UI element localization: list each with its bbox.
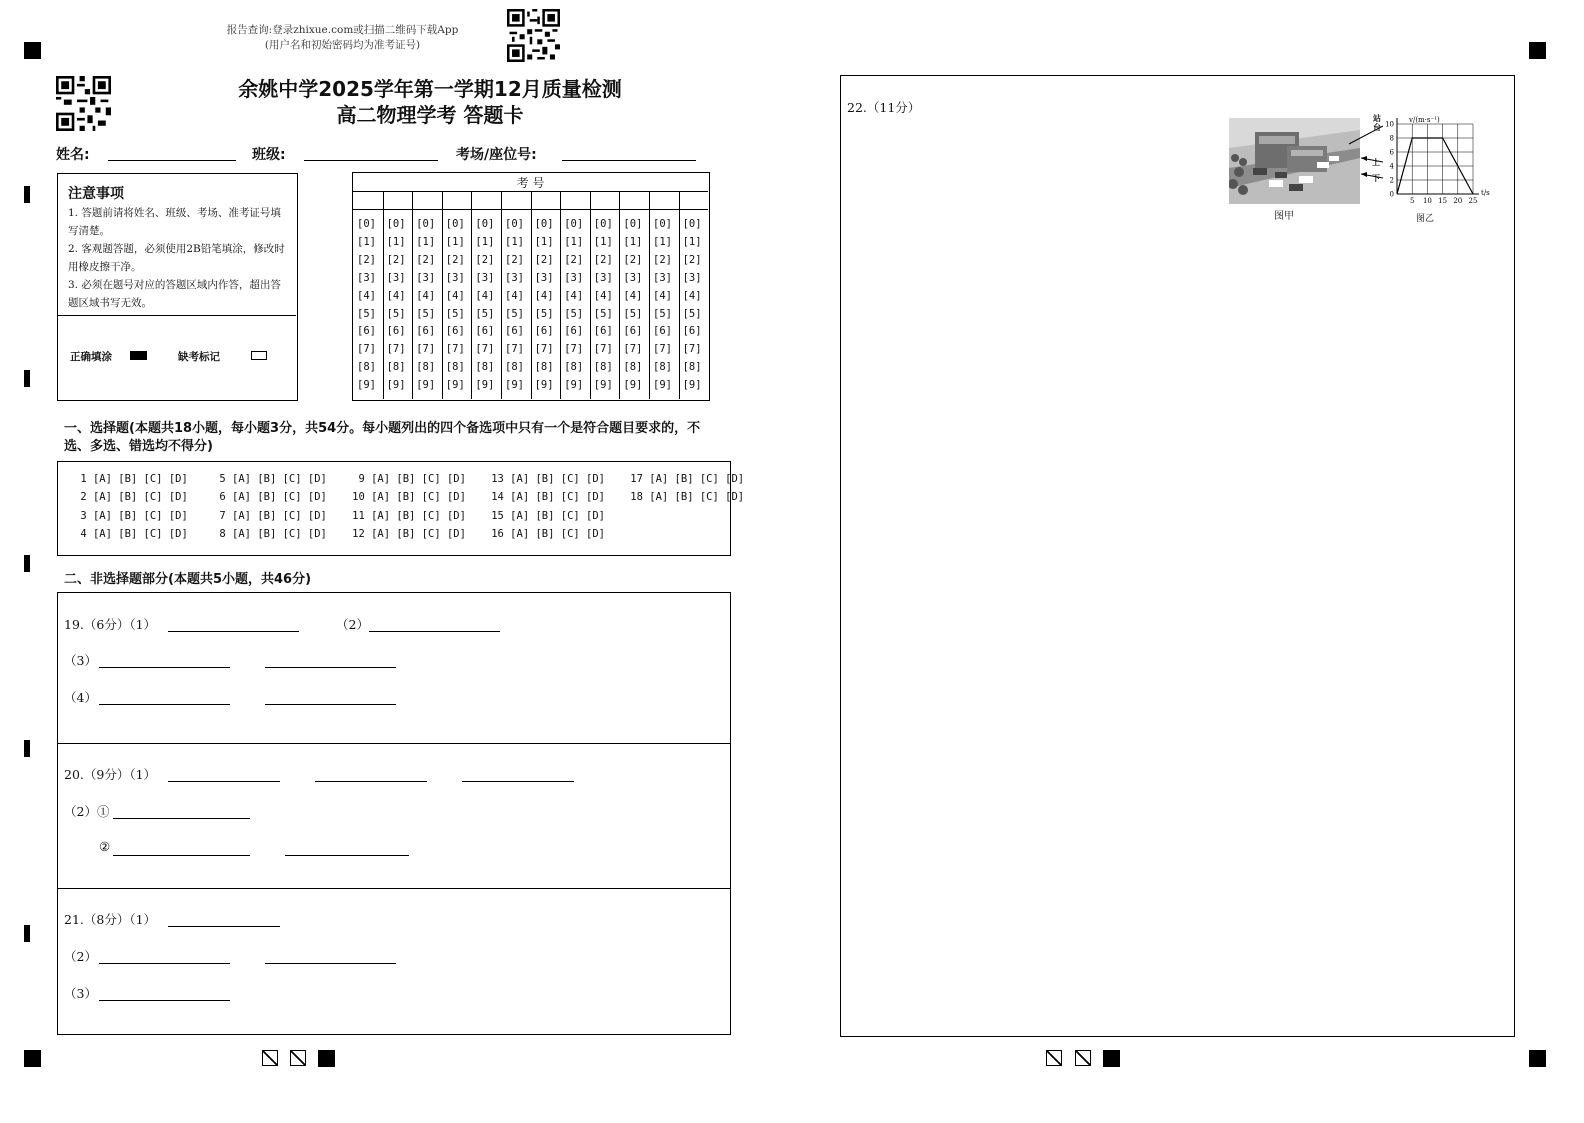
exam-digit-bubble[interactable]: [7]: [386, 343, 406, 356]
exam-digit-bubble[interactable]: [2]: [623, 253, 643, 266]
exam-digit-bubble[interactable]: [1]: [653, 235, 672, 248]
exam-digit-bubble[interactable]: [3]: [593, 271, 613, 284]
exam-digit-bubble[interactable]: [9]: [623, 379, 643, 392]
name-label: 姓名:: [56, 147, 90, 163]
exam-digit-bubble[interactable]: [0]: [653, 218, 672, 230]
exam-column-divider: [501, 209, 502, 399]
exam-digit-bubble[interactable]: [9]: [653, 379, 672, 392]
timing-bar: [24, 740, 30, 757]
exam-digit-bubble[interactable]: [9]: [534, 379, 554, 392]
exam-digit-bubble[interactable]: [4]: [593, 289, 613, 302]
exam-digit-bubble[interactable]: [5]: [623, 307, 643, 320]
title-line1: 余姚中学2025学年第一学期12月质量检测: [238, 77, 622, 101]
exam-digit-bubble[interactable]: [4]: [682, 289, 702, 302]
exam-digit-bubble[interactable]: [4]: [386, 289, 406, 302]
q19-answer-3a[interactable]: [99, 667, 230, 668]
q21-answer-2b[interactable]: [265, 963, 396, 964]
footer-box-2: [290, 1050, 306, 1066]
chart-x-tick-label: 15: [1438, 197, 1448, 205]
exam-digit-bubble[interactable]: [0]: [623, 218, 643, 230]
corner-mark-br: [1529, 1050, 1546, 1067]
exam-digit-bubble[interactable]: [0]: [416, 218, 436, 230]
notice-item-2: 2. 客观题答题，必须使用2B铅笔填涂，修改时用橡皮擦干净。: [68, 243, 285, 273]
figure-a-label: 图甲: [1274, 211, 1294, 222]
exam-digit-bubble[interactable]: [6]: [682, 325, 702, 338]
exam-digit-bubble[interactable]: [6]: [386, 325, 406, 338]
section2-title: 二、非选择题部分(本题共5小题，共46分): [64, 572, 312, 587]
class-field[interactable]: [304, 160, 438, 161]
exam-digit-bubble[interactable]: [9]: [505, 379, 524, 392]
exam-digit-bubble[interactable]: [5]: [505, 307, 524, 320]
q21-answer-1[interactable]: [168, 926, 280, 927]
exam-digit-bubble[interactable]: [9]: [682, 379, 702, 392]
exam-column-divider: [619, 191, 620, 209]
exam-digit-bubble[interactable]: [0]: [445, 218, 465, 230]
exam-digit-bubble[interactable]: [8]: [593, 361, 613, 374]
exam-digit-bubble[interactable]: [3]: [564, 271, 584, 284]
q20-box: [57, 743, 731, 889]
exam-digit-bubble[interactable]: [0]: [593, 218, 613, 230]
mc-answer-box: [57, 461, 745, 556]
q20-answer-2c[interactable]: [285, 855, 409, 856]
chart-y-tick-label: 4: [1389, 162, 1394, 171]
exam-digit-bubble[interactable]: [2]: [534, 253, 554, 266]
corner-mark-tr: [1529, 42, 1546, 59]
name-field[interactable]: [108, 160, 236, 161]
exam-digit-bubble[interactable]: [8]: [505, 361, 524, 374]
q19-part2: （2）: [336, 617, 369, 632]
exam-digit-bubble[interactable]: [8]: [653, 361, 672, 374]
exam-digit-bubble[interactable]: [9]: [445, 379, 465, 392]
exam-digit-bubble[interactable]: [3]: [357, 271, 376, 284]
q19-part3: （3）: [64, 653, 97, 668]
exam-digit-bubble[interactable]: [5]: [682, 307, 702, 320]
exam-digit-bubble[interactable]: [7]: [505, 343, 524, 356]
exam-digit-bubble[interactable]: [7]: [534, 343, 554, 356]
exam-digit-bubble[interactable]: [1]: [505, 235, 524, 248]
exam-digit-bubble[interactable]: [3]: [534, 271, 554, 284]
exam-digit-bubble[interactable]: [2]: [593, 253, 613, 266]
exam-number-header: 考 号: [516, 176, 545, 190]
notice-title: 注意事项: [68, 186, 124, 202]
q19-answer-2[interactable]: [369, 631, 500, 632]
chart-xlabel: t/s: [1481, 189, 1490, 197]
chart-y-tick-label: 8: [1389, 134, 1394, 143]
figure-b-chart: [1379, 114, 1491, 214]
exam-digit-bubble[interactable]: [5]: [475, 307, 495, 320]
qr-code-left: [56, 76, 111, 131]
exam-digit-bubble[interactable]: [4]: [653, 289, 672, 302]
correct-fill-sample: [130, 351, 147, 360]
exam-digit-bubble[interactable]: [7]: [475, 343, 495, 356]
exam-digit-bubble[interactable]: [6]: [505, 325, 524, 338]
seat-label: 考场/座位号:: [456, 147, 537, 163]
exam-digit-bubble[interactable]: [7]: [623, 343, 643, 356]
exam-digit-bubble[interactable]: [6]: [416, 325, 436, 338]
q20-part2: （2）①: [64, 804, 110, 819]
exam-digit-bubble[interactable]: [0]: [386, 218, 406, 230]
title-line2: 高二物理学考 答题卡: [336, 103, 524, 127]
exam-digit-bubble[interactable]: [5]: [593, 307, 613, 320]
exam-digit-bubble[interactable]: [3]: [475, 271, 495, 284]
exam-digit-bubble[interactable]: [4]: [534, 289, 554, 302]
timing-bar: [24, 555, 30, 572]
exam-digit-bubble[interactable]: [6]: [445, 325, 465, 338]
class-label: 班级:: [252, 147, 286, 163]
footer-box-4: [1075, 1050, 1091, 1066]
mc-row-3[interactable]: 3 [A] [B] [C] [D] 7 [A] [B] [C] [D] 11 [A] [B] [C] [D] 15 [A] [B] [C] [D]: [74, 510, 606, 522]
figure-a-side-label-2: 上: [1372, 158, 1380, 167]
q20-head: 20.（9分）（1）: [64, 767, 157, 782]
exam-digit-bubble[interactable]: [4]: [623, 289, 643, 302]
exam-digit-bubble[interactable]: [5]: [653, 307, 672, 320]
chart-x-tick-label: 20: [1453, 197, 1463, 205]
exam-digit-bubble[interactable]: [1]: [416, 235, 436, 248]
q22-box[interactable]: [840, 75, 1515, 1037]
q20-answer-2a[interactable]: [113, 818, 250, 819]
exam-digit-bubble[interactable]: [6]: [623, 325, 643, 338]
q21-part2: （2）: [64, 949, 97, 964]
exam-column-divider: [412, 191, 413, 209]
exam-digit-bubble[interactable]: [2]: [416, 253, 436, 266]
exam-digit-bubble[interactable]: [7]: [593, 343, 613, 356]
corner-mark-tl: [24, 42, 41, 59]
exam-digit-bubble[interactable]: [2]: [357, 253, 376, 266]
q19-answer-4a[interactable]: [99, 704, 230, 705]
exam-digit-bubble[interactable]: [2]: [445, 253, 465, 266]
exam-digit-bubble[interactable]: [6]: [564, 325, 584, 338]
exam-digit-bubble[interactable]: [8]: [386, 361, 406, 374]
exam-digit-bubble[interactable]: [8]: [416, 361, 436, 374]
q19-part4: （4）: [64, 690, 97, 705]
exam-column-divider: [531, 209, 532, 399]
exam-digit-bubble[interactable]: [3]: [623, 271, 643, 284]
exam-digit-bubble[interactable]: [0]: [475, 218, 495, 230]
chart-y-tick-label: 10: [1385, 120, 1394, 129]
q20-answer-1c[interactable]: [462, 781, 574, 782]
exam-digit-bubble[interactable]: [3]: [682, 271, 702, 284]
exam-digit-bubble[interactable]: [5]: [564, 307, 584, 320]
exam-digit-bubble[interactable]: [5]: [416, 307, 436, 320]
report-note-line2: (用户名和初始密码均为准考证号): [264, 39, 421, 51]
exam-column-divider: [560, 191, 561, 209]
exam-digit-bubble[interactable]: [6]: [357, 325, 376, 338]
exam-column-divider: [442, 209, 443, 399]
q21-box: [57, 888, 731, 1035]
absent-label: 缺考标记: [178, 351, 220, 363]
exam-column-divider: [471, 191, 472, 209]
figure-a-side-label-3: 下: [1372, 174, 1380, 183]
timing-bar: [24, 925, 30, 942]
chart-x-tick-label: 10: [1422, 197, 1432, 205]
exam-digit-bubble[interactable]: [9]: [416, 379, 436, 392]
exam-digit-bubble[interactable]: [7]: [653, 343, 672, 356]
exam-column-divider: [531, 191, 532, 209]
q20-answer-1a[interactable]: [168, 781, 280, 782]
section1-title: 一、选择题(本题共18小题，每小题3分，共54分。每小题列出的四个备选项中只有一个是符合题目要求的，不选、多选、错选均不得分): [64, 421, 701, 454]
q20-part2b: ②: [99, 839, 111, 854]
chart-y-tick-label: 0: [1389, 190, 1394, 199]
exam-digit-bubble[interactable]: [3]: [445, 271, 465, 284]
exam-column-divider: [471, 209, 472, 399]
exam-digit-bubble[interactable]: [8]: [357, 361, 376, 374]
report-note: [200, 23, 485, 53]
exam-digit-bubble[interactable]: [4]: [357, 289, 376, 302]
exam-column-divider: [590, 209, 591, 399]
exam-digit-bubble[interactable]: [1]: [445, 235, 465, 248]
exam-digit-bubble[interactable]: [9]: [593, 379, 613, 392]
exam-digit-bubble[interactable]: [2]: [505, 253, 524, 266]
chart-x-tick-label: 25: [1468, 197, 1478, 205]
exam-digit-bubble[interactable]: [1]: [623, 235, 643, 248]
exam-digit-bubble[interactable]: [5]: [445, 307, 465, 320]
q22-head: 22.（11分）: [847, 100, 921, 115]
exam-digit-bubble[interactable]: [1]: [475, 235, 495, 248]
page-title: [180, 76, 680, 128]
exam-digit-bubble[interactable]: [8]: [564, 361, 584, 374]
exam-digit-bubble[interactable]: [7]: [445, 343, 465, 356]
notice-box: [57, 173, 298, 401]
exam-digit-bubble[interactable]: [0]: [682, 218, 702, 230]
exam-digit-bubble[interactable]: [1]: [357, 235, 376, 248]
exam-column-divider: [412, 209, 413, 399]
exam-digit-bubble[interactable]: [8]: [682, 361, 702, 374]
exam-digit-bubble[interactable]: [5]: [386, 307, 406, 320]
exam-digit-bubble[interactable]: [6]: [593, 325, 613, 338]
exam-digit-bubble[interactable]: [2]: [386, 253, 406, 266]
notice-divider: [58, 315, 296, 316]
exam-digit-bubble[interactable]: [1]: [534, 235, 554, 248]
exam-digit-bubble[interactable]: [9]: [564, 379, 584, 392]
q20-answer-2b[interactable]: [113, 855, 250, 856]
exam-column-divider: [679, 209, 680, 399]
exam-digit-bubble[interactable]: [7]: [357, 343, 376, 356]
exam-digit-bubble[interactable]: [0]: [564, 218, 584, 230]
chart-x-tick-label: 5: [1409, 197, 1415, 205]
exam-digit-bubble[interactable]: [1]: [682, 235, 702, 248]
exam-digit-bubble[interactable]: [5]: [534, 307, 554, 320]
q19-box: [57, 592, 731, 744]
exam-column-divider: [649, 209, 650, 399]
exam-digit-bubble[interactable]: [9]: [386, 379, 406, 392]
exam-digit-bubble[interactable]: [8]: [475, 361, 495, 374]
exam-digit-bubble[interactable]: [7]: [564, 343, 584, 356]
exam-column-divider: [590, 191, 591, 209]
exam-digit-bubble[interactable]: [2]: [475, 253, 495, 266]
exam-digit-bubble[interactable]: [4]: [445, 289, 465, 302]
exam-digit-bubble[interactable]: [0]: [357, 218, 376, 230]
exam-column-divider: [383, 191, 384, 209]
exam-number-grid: [352, 172, 710, 401]
exam-digit-bubble[interactable]: [1]: [564, 235, 584, 248]
exam-digit-bubble[interactable]: [6]: [475, 325, 495, 338]
timing-bar: [24, 186, 30, 203]
exam-digit-bubble[interactable]: [8]: [623, 361, 643, 374]
q21-answer-2a[interactable]: [99, 963, 230, 964]
exam-digit-bubble[interactable]: [6]: [534, 325, 554, 338]
absent-checkbox[interactable]: [251, 351, 267, 360]
footer-mark-left: [318, 1050, 335, 1067]
mc-row-4[interactable]: 4 [A] [B] [C] [D] 8 [A] [B] [C] [D] 12 [A] [B] [C] [D] 16 [A] [B] [C] [D]: [74, 528, 606, 540]
exam-column-divider: [383, 209, 384, 399]
exam-digit-bubble[interactable]: [9]: [475, 379, 495, 392]
exam-digit-bubble[interactable]: [3]: [386, 271, 406, 284]
exam-digit-bubble[interactable]: [1]: [593, 235, 613, 248]
chart-y-tick-label: 6: [1389, 148, 1394, 157]
exam-digit-bubble[interactable]: [3]: [416, 271, 436, 284]
exam-column-divider: [560, 209, 561, 399]
exam-digit-bubble[interactable]: [0]: [505, 218, 524, 230]
exam-digit-bubble[interactable]: [1]: [386, 235, 406, 248]
report-note-line1: 报告查询:登录zhixue.com或扫描二维码下载App: [226, 24, 459, 36]
notice-item-1: 1. 答题前请将姓名、班级、考场、准考证号填写清楚。: [68, 207, 281, 237]
footer-box-1: [262, 1050, 278, 1066]
mc-row-1[interactable]: 1 [A] [B] [C] [D] 5 [A] [B] [C] [D] 9 [A] [B] [C] [D] 13 [A] [B] [C] [D] 17 [A] [B] [C] [D]: [74, 473, 745, 485]
q21-part3: （3）: [64, 986, 97, 1001]
exam-column-divider: [649, 191, 650, 209]
figure-b-label: 图乙: [1416, 214, 1435, 224]
q19-answer-3b[interactable]: [265, 667, 396, 668]
exam-column-divider: [619, 209, 620, 399]
notice-items: [68, 204, 286, 312]
q19-head: 19.（6分）（1）: [64, 617, 157, 632]
figure-a-side-label-1: 站台: [1373, 114, 1381, 132]
q21-answer-3[interactable]: [99, 1000, 230, 1001]
exam-column-divider: [442, 191, 443, 209]
q19-answer-1[interactable]: [168, 631, 299, 632]
exam-digit-bubble[interactable]: [4]: [564, 289, 584, 302]
chart-ylabel: v/(m·s⁻¹): [1409, 116, 1440, 124]
seat-field[interactable]: [562, 160, 696, 161]
exam-digit-bubble[interactable]: [7]: [416, 343, 436, 356]
exam-digit-bubble[interactable]: [0]: [534, 218, 554, 230]
exam-digit-bubble[interactable]: [3]: [505, 271, 524, 284]
timing-bar: [24, 370, 30, 387]
exam-digit-bubble[interactable]: [8]: [445, 361, 465, 374]
mc-row-2[interactable]: 2 [A] [B] [C] [D] 6 [A] [B] [C] [D] 10 [A] [B] [C] [D] 14 [A] [B] [C] [D] 18 [A] [B] [C] [D]: [74, 491, 745, 503]
exam-digit-bubble[interactable]: [4]: [505, 289, 524, 302]
exam-digit-bubble[interactable]: [6]: [653, 325, 672, 338]
exam-digit-bubble[interactable]: [3]: [653, 271, 672, 284]
q20-answer-1b[interactable]: [315, 781, 427, 782]
notice-item-3: 3. 必须在题号对应的答题区域内作答，超出答题区域书写无效。: [68, 279, 281, 309]
q19-answer-4b[interactable]: [265, 704, 396, 705]
exam-digit-bubble[interactable]: [2]: [564, 253, 584, 266]
qr-code-top: [507, 9, 560, 62]
exam-digit-bubble[interactable]: [7]: [682, 343, 702, 356]
exam-digit-bubble[interactable]: [8]: [534, 361, 554, 374]
exam-digit-bubble[interactable]: [2]: [682, 253, 702, 266]
exam-digit-bubble[interactable]: [9]: [357, 379, 376, 392]
exam-digit-bubble[interactable]: [4]: [475, 289, 495, 302]
exam-digit-bubble[interactable]: [5]: [357, 307, 376, 320]
q21-head: 21.（8分）（1）: [64, 912, 157, 927]
correct-fill-label: 正确填涂: [70, 351, 112, 363]
exam-digit-bubble[interactable]: [4]: [416, 289, 436, 302]
footer-mark-right: [1103, 1050, 1120, 1067]
exam-column-divider: [501, 191, 502, 209]
footer-box-3: [1046, 1050, 1062, 1066]
corner-mark-bl: [24, 1050, 41, 1067]
chart-y-tick-label: 2: [1389, 176, 1394, 185]
exam-digit-bubble[interactable]: [2]: [653, 253, 672, 266]
exam-column-divider: [679, 191, 680, 209]
